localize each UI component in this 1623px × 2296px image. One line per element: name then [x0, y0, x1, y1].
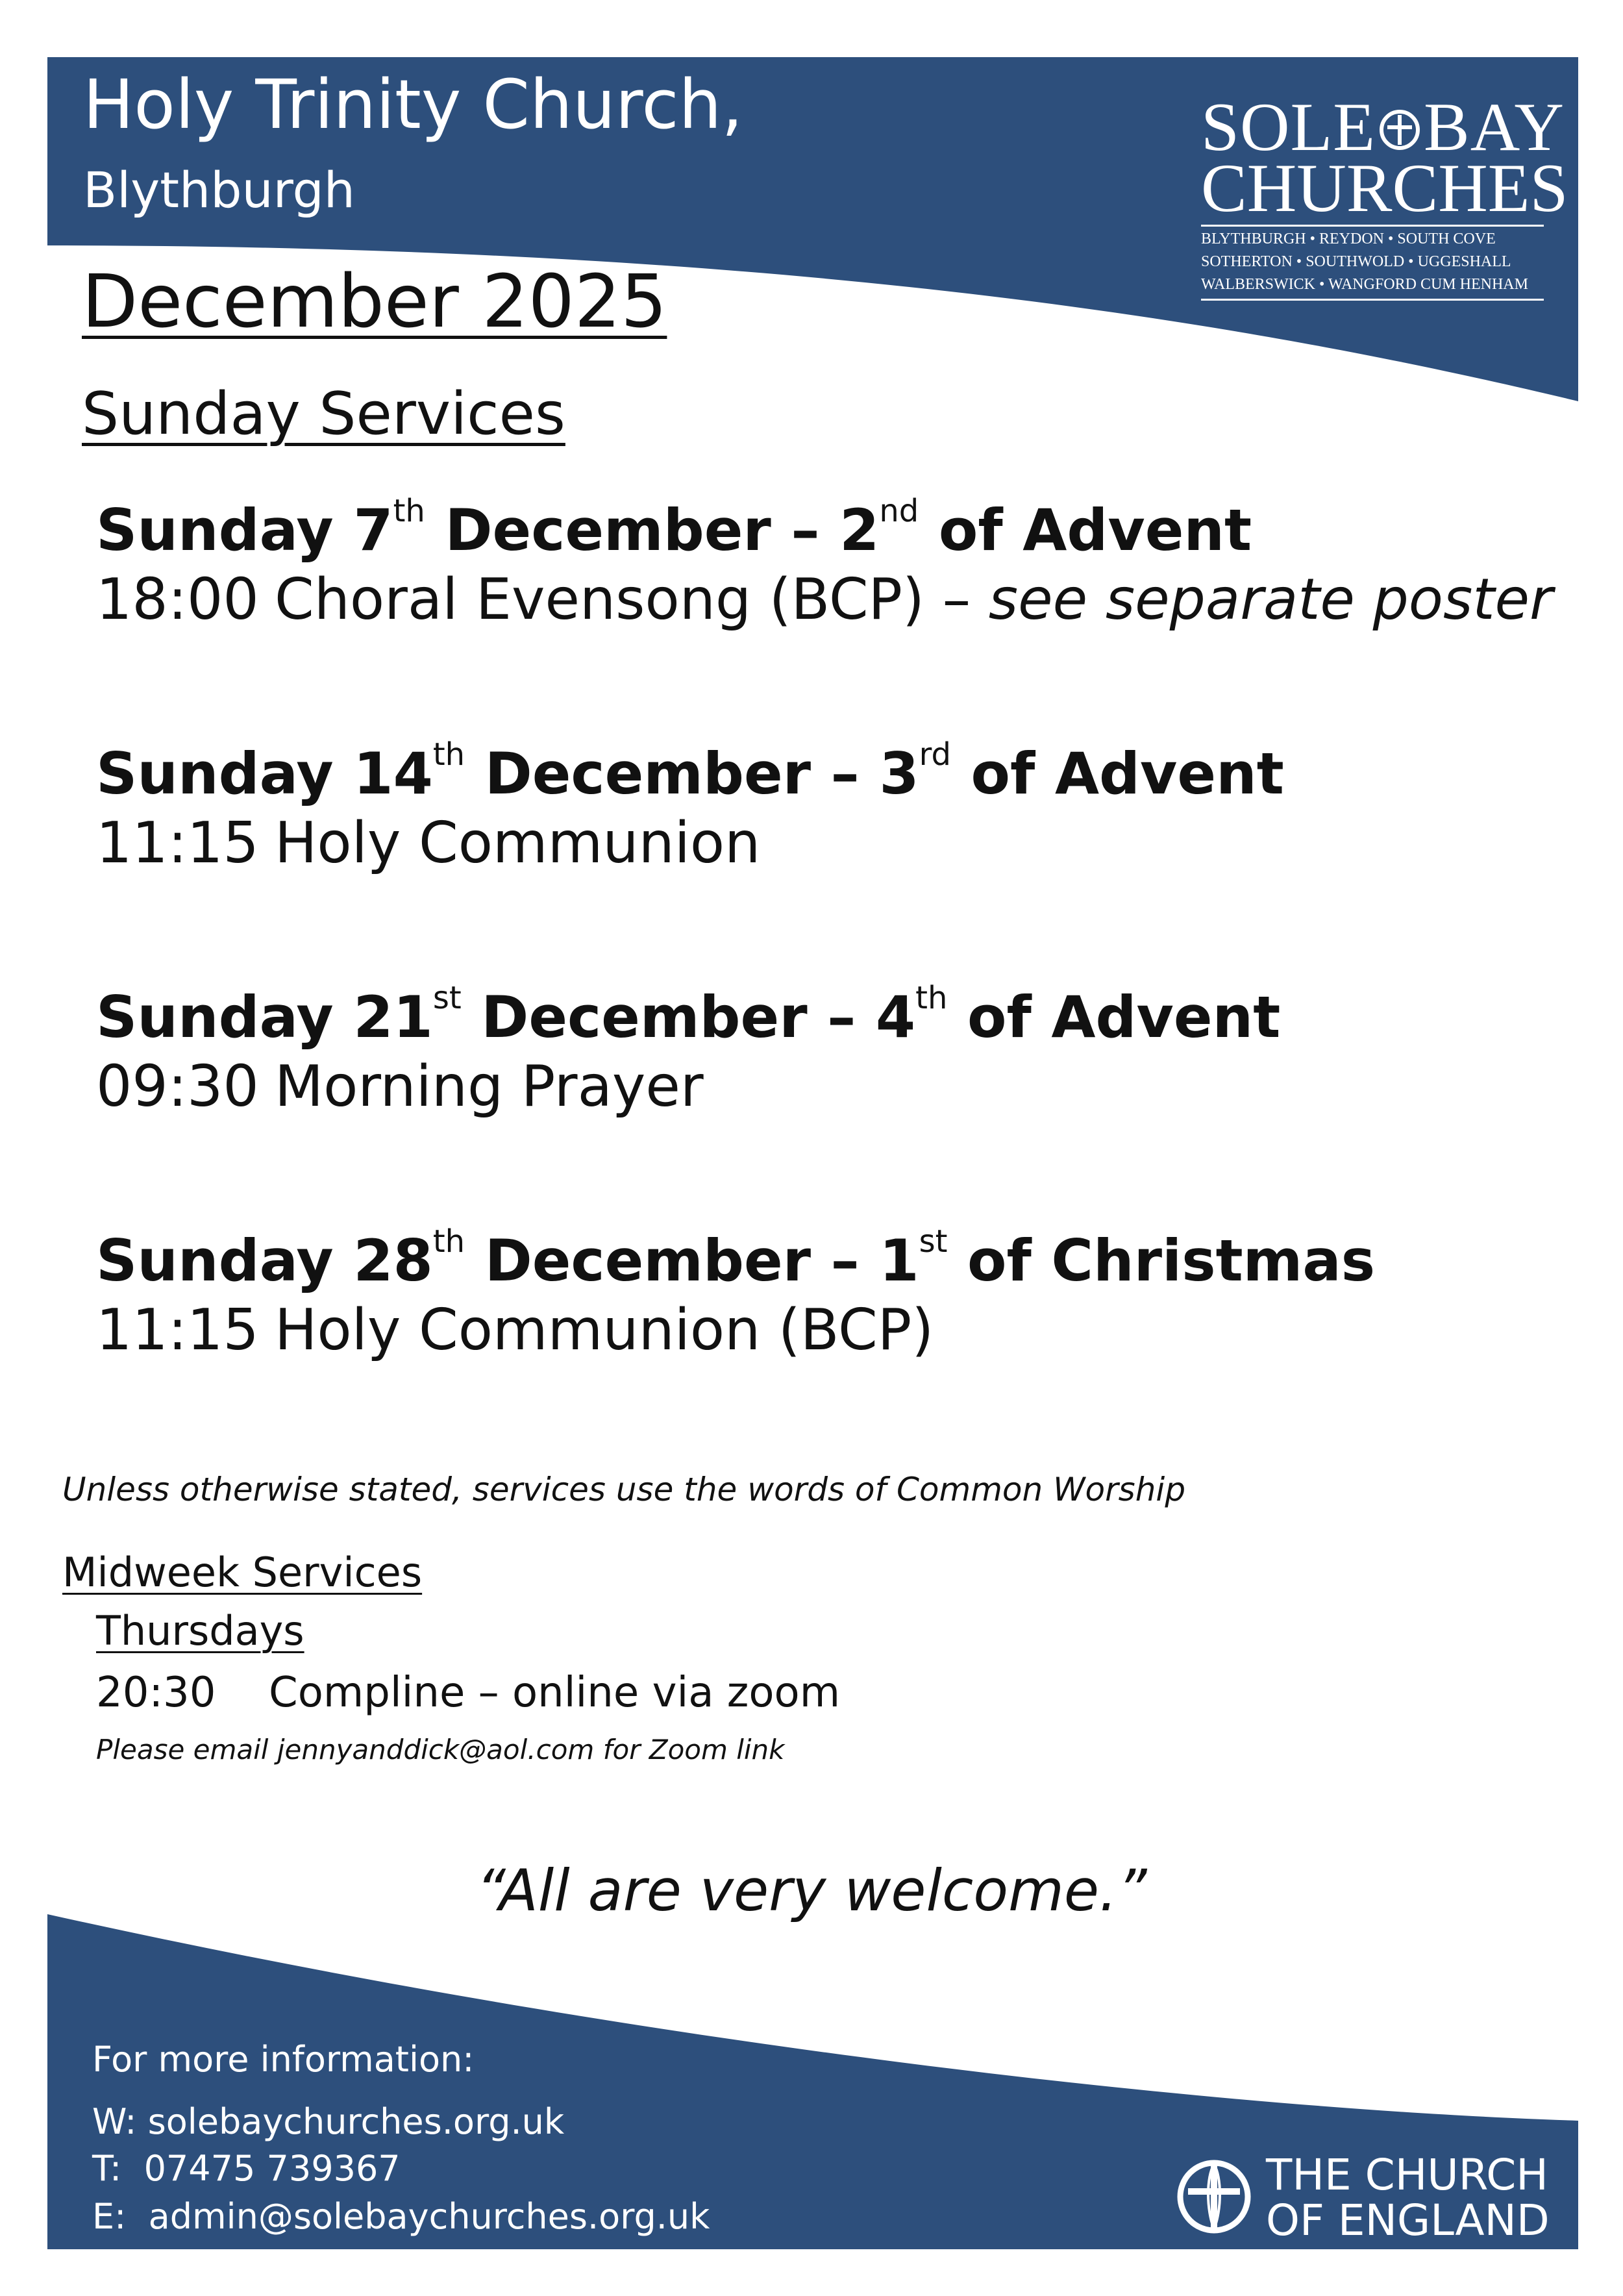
midweek-time: 20:30: [96, 1669, 216, 1717]
service-time-line: 09:30 Morning Prayer: [96, 1053, 704, 1119]
sunday-service-1: [96, 493, 1553, 632]
footer-website[interactable]: W: solebaychurches.org.uk: [92, 2101, 565, 2142]
midweek-service-line: [96, 1669, 840, 1717]
footer-info-label: For more information:: [92, 2039, 475, 2080]
sunday-service-4: [96, 1223, 1376, 1363]
sunday-services-heading: Sunday Services: [82, 380, 565, 448]
midweek-day: Thursdays: [96, 1607, 304, 1654]
midweek-service: Compline – online via zoom: [269, 1669, 841, 1717]
logo-churches-text: CHURCHES: [1201, 150, 1568, 226]
coe-line-2: OF ENGLAND: [1266, 2195, 1550, 2245]
church-of-england-logo: [1175, 2152, 1565, 2243]
service-date: Sunday 14th December – 3rd of Advent: [96, 736, 1284, 807]
month-title: December 2025: [82, 260, 667, 344]
common-worship-note: Unless otherwise stated, services use the words of Common Worship: [62, 1471, 1186, 1508]
sunday-service-3: [96, 980, 1281, 1119]
logo-bay-text: BAY: [1424, 89, 1565, 165]
logo-parish-line-1: BLYTHBURGH • REYDON • SOUTH COVE: [1201, 231, 1496, 247]
church-name: Holy Trinity Church,: [83, 65, 743, 144]
service-time-line: 11:15 Holy Communion: [96, 810, 761, 876]
footer-phone[interactable]: T: 07475 739367: [92, 2148, 401, 2189]
church-location: Blythburgh: [83, 161, 355, 219]
cross-in-circle-icon: [1378, 108, 1421, 151]
service-date: Sunday 28th December – 1st of Christmas: [96, 1223, 1376, 1294]
service-date: Sunday 7th December – 2nd of Advent: [96, 493, 1252, 564]
logo-parish-line-3: WALBERSWICK • WANGFORD CUM HENHAM: [1201, 276, 1528, 293]
logo-sole-text: SOLE: [1201, 89, 1376, 165]
midweek-heading: Midweek Services: [62, 1549, 423, 1596]
zoom-email-note: Please email jennyanddick@aol.com for Zoom link: [96, 1734, 785, 1766]
logo-parish-line-2: SOTHERTON • SOUTHWOLD • UGGESHALL: [1201, 253, 1511, 270]
footer-email[interactable]: E: admin@solebaychurches.org.uk: [92, 2196, 710, 2237]
welcome-message: “All are very welcome.”: [476, 1857, 1147, 1924]
service-time-line: 11:15 Holy Communion (BCP): [96, 1297, 934, 1363]
coe-line-1: THE CHURCH: [1266, 2150, 1548, 2200]
sunday-service-2: [96, 736, 1284, 876]
service-time-line: 18:00 Choral Evensong (BCP) – see separate poster: [96, 566, 1553, 632]
church-of-england-cross-icon: [1175, 2158, 1253, 2236]
sole-bay-churches-logo: [1201, 89, 1568, 301]
service-date: Sunday 21st December – 4th of Advent: [96, 980, 1281, 1051]
